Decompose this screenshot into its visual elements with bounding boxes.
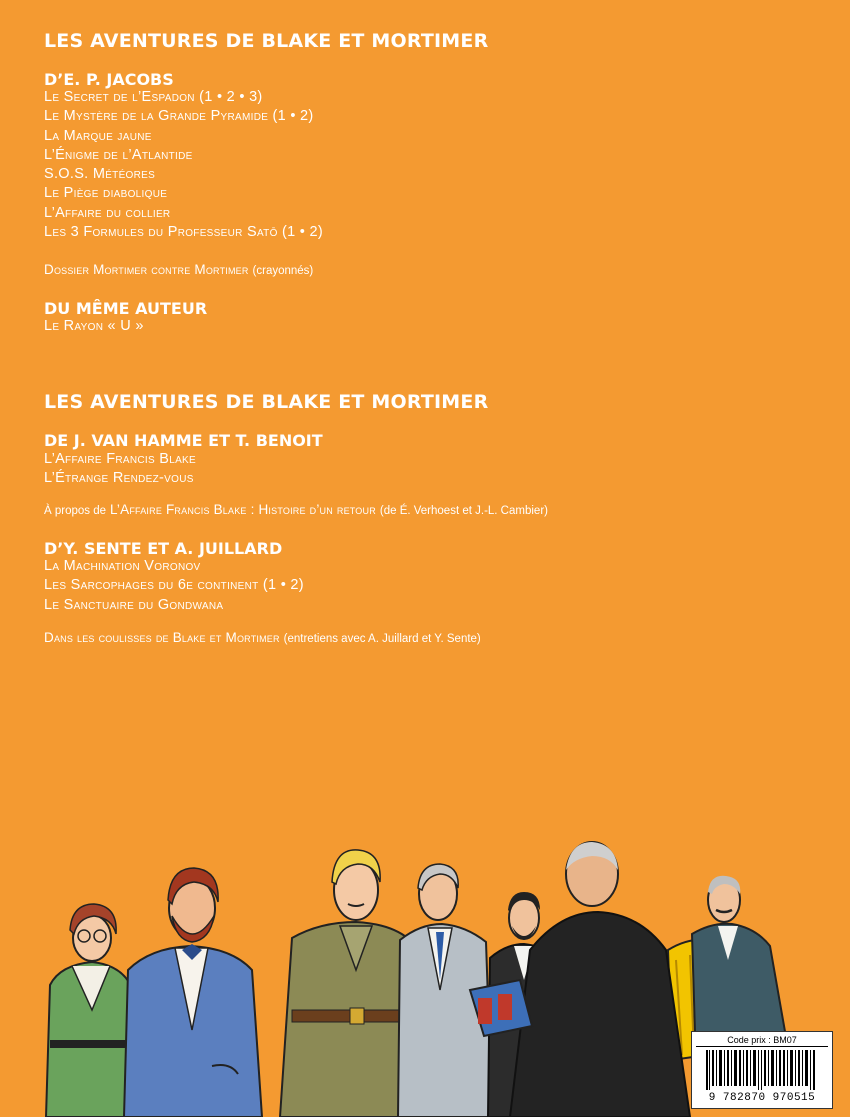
jacobs-book-list xyxy=(44,88,323,242)
apropos-ref: L’Affaire Francis Blake xyxy=(109,502,247,517)
book-title: L’Énigme de l’Atlantide xyxy=(44,146,193,163)
book-title: Le Rayon « U » xyxy=(44,318,144,334)
author-heading-vanhamme-benoit: DE J. VAN HAMME ET T. BENOIT xyxy=(44,431,323,450)
apropos-note: (de É. Verhoest et J.-L. Cambier) xyxy=(379,505,548,517)
series-title-jacobs: LES AVENTURES DE BLAKE ET MORTIMER xyxy=(44,30,489,52)
apropos-title: : Histoire d’un retour xyxy=(250,502,376,517)
dossier-entry xyxy=(44,262,313,277)
book-title: L’Affaire Francis Blake xyxy=(44,451,197,467)
book-title: Les 3 Formules du Professeur Satō (1 • 2) xyxy=(44,224,324,241)
same-author-list xyxy=(44,317,144,336)
book-title: Les Sarcophages du 6e continent (1 • 2) xyxy=(44,577,304,594)
book-title: L’Étrange Rendez-vous xyxy=(44,470,194,487)
apropos-entry xyxy=(44,502,548,517)
barcode-icon xyxy=(706,1050,818,1090)
author-heading-sente-juillard: D’Y. SENTE ET A. JUILLARD xyxy=(44,539,283,558)
coulisses-note: (entretiens avec A. Juillard et Y. Sente) xyxy=(283,633,481,645)
book-title: Le Sanctuaire du Gondwana xyxy=(44,596,224,613)
series-title-continuation: LES AVENTURES DE BLAKE ET MORTIMER xyxy=(44,391,489,413)
coulisses-entry xyxy=(44,630,481,645)
price-code: Code prix : BM07 xyxy=(696,1034,828,1047)
book-title: La Marque jaune xyxy=(44,127,152,144)
apropos-prefix: À propos de xyxy=(44,505,107,517)
book-title: La Machination Voronov xyxy=(44,558,201,574)
dossier-note: (crayonnés) xyxy=(252,265,314,277)
book-title: S.O.S. Météores xyxy=(44,166,156,183)
isbn-number: 9 782870 970515 xyxy=(708,1092,816,1104)
book-title: Le Piège diabolique xyxy=(44,185,168,202)
book-title: Le Secret de l’Espadon (1 • 2 • 3) xyxy=(44,89,263,105)
book-title: Le Mystère de la Grande Pyramide (1 • 2) xyxy=(44,108,314,125)
mortimer-figure-icon xyxy=(124,868,262,1117)
book-title: L’Affaire du collier xyxy=(44,204,171,221)
vanhamme-book-list xyxy=(44,450,196,489)
coulisses-title: Dans les coulisses de Blake et Mortimer xyxy=(44,630,280,645)
barcode-sticker xyxy=(691,1031,833,1109)
author-heading-jacobs: D’E. P. JACOBS xyxy=(44,70,174,89)
sente-book-list xyxy=(44,557,304,615)
dossier-title: Dossier Mortimer contre Mortimer xyxy=(44,262,249,277)
same-author-heading: DU MÊME AUTEUR xyxy=(44,299,208,318)
